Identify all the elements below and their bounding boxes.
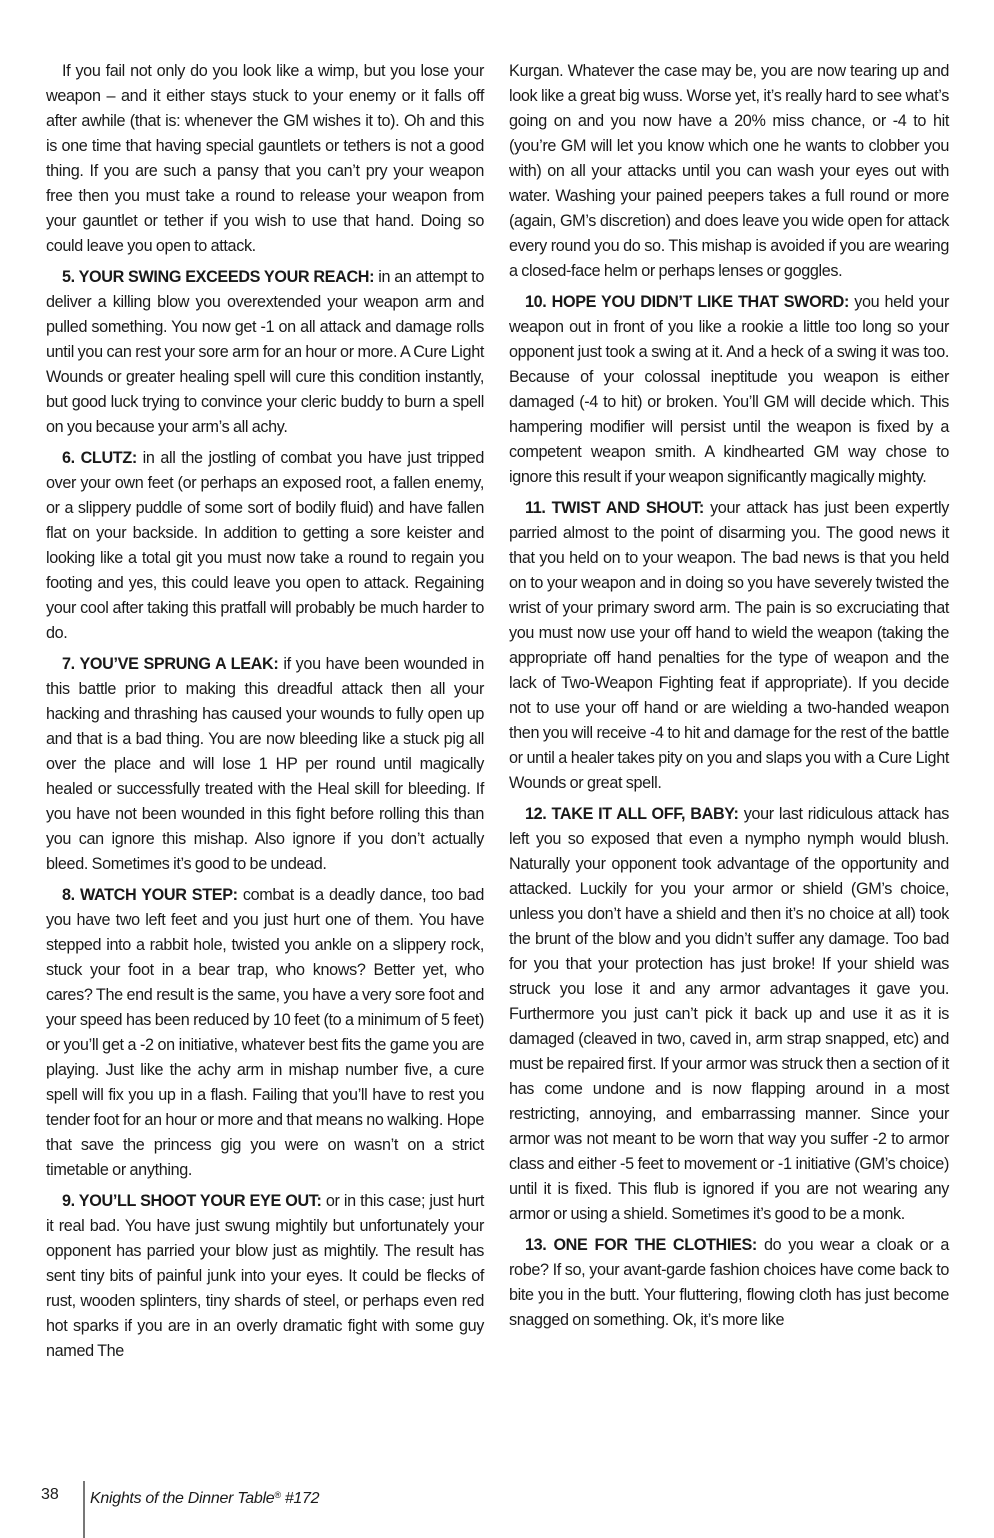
footer-divider: [83, 1481, 85, 1538]
mishap-8: [46, 883, 484, 1183]
paragraph-heading: 9. YOU’LL SHOOT YOUR EYE OUT:: [62, 1192, 322, 1210]
paragraph-text: or in this case; just hurt it real bad. You have just swung mightily but unfortunately your opponent has parried your blow just as mightily. The result has sent tiny bits of painful junk into your eyes. It could be flecks of rust, wooden splinters, tiny shards of steel, or perhaps even red hot sparks if you are in an overly dramatic fight with some guy named The: [46, 1192, 484, 1360]
mishap-11: [509, 496, 949, 796]
paragraph-text: If you fail not only do you look like a wimp, but you lose your weapon – and it either stays stuck to your enemy or it falls off after awhile (that is: whenever the GM wishes it to). Oh and this is one time that having special gauntlets or tethers is not a good thing. If you are such a pansy that you can’t pry your weapon free then you must take a round to release your weapon from your gauntlet or tether if you wish to use that hand. Doing so could leave you open to attack.: [46, 62, 484, 255]
paragraph-text: you held your weapon out in front of you like a rookie a little too long so your opponent just took a swing at it. And a heck of a swing it was too. Because of your colossal ineptitude you weapon is either damaged (-4 to hit) or broken. You’ll GM will decide which. This hampering modifier will persist until the weapon is fixed by a competent weapon smith. A kindhearted GM way chose to ignore this result if your weapon significantly magically mighty.: [509, 293, 949, 486]
paragraph-text: your attack has just been expertly parried almost to the point of disarming you. The good news it that you held on to your weapon. The bad news is that you held on to your weapon and in doing so you have severely twisted the wrist of your primary sword arm. The pain is so excruciating that you must now use your off hand to wield the weapon (taking the appropriate off hand penalties for the type of weapon and the lack of Two-Weapon Fighting feat if appropriate). If you decide not to use your off hand or are wielding a two-handed weapon then you will receive -4 to hit and damage for the rest of the battle or until a healer takes pity on you and slaps you with a Cure Light Wounds or great spell.: [509, 499, 949, 792]
paragraph-text: do you wear a cloak or a robe? If so, your avant-garde fashion choices have come back to bite you in the butt. Your fluttering, flowing cloth has just become snagged on something. Ok, it’s more like: [509, 1236, 949, 1329]
paragraph-heading: 10. HOPE YOU DIDN’T LIKE THAT SWORD:: [525, 293, 850, 311]
paragraph-heading: 6. CLUTZ:: [62, 449, 137, 467]
mishap-9-continuation: [509, 59, 949, 284]
mishap-7: [46, 652, 484, 877]
mishap-13: [509, 1233, 949, 1333]
paragraph-text: Kurgan. Whatever the case may be, you are now tearing up and look like a great big wuss. Worse yet, it’s really hard to see what’s going on and you now have a 20% miss chance, or -4 to hit (you’re GM will let you know which one he wants to clobber you with) on all your attacks until you can wash your eyes out with water. Washing your pained peepers takes a full round or more (again, GM’s discretion) and does leave you wide open for attack every round you do so. This mishap is avoided if you are wearing a closed-face helm or perhaps lenses or goggles.: [509, 62, 949, 280]
mishap-10: [509, 290, 949, 490]
registered-mark: ®: [274, 1490, 281, 1500]
publication-name: Knights of the Dinner Table: [90, 1490, 275, 1507]
mishap-12: [509, 802, 949, 1227]
mishap-9: [46, 1189, 484, 1364]
paragraph-heading: 13. ONE FOR THE CLOTHIES:: [525, 1236, 757, 1254]
paragraph-text: in all the jostling of combat you have just tripped over your own feet (or perhaps an exposed root, a fallen enemy, or a slippery puddle of some sort of bodily fluid) and have fallen flat on your backside. In addition to getting a sore keister and looking like a total git you must now take a round to regain you footing and yes, this could leave you open to attack. Regaining your cool after taking this pratfall will probably be much harder to do.: [46, 449, 484, 642]
paragraph-text: your last ridiculous attack has left you so exposed that even a nympho nymph would blush. Naturally your opponent took advantage of the opportunity and attacked. Luckily for you your armor or shield (GM’s choice, unless you don’t have a shield and then it’s no choice at all) took the brunt of the blow and you didn’t suffer any damage. Too bad for you that your protection has just broke! If your shield was struck you lose it and any armor advantages it gave you. Furthermore you just can’t pick it back up and use it as it is damaged (cleaved in two, caved in, arm strap snapped, etc) and must be repaired first. If your armor was struck then a section of it has come undone and is now flapping around in a most restricting, annoying, and embarrassing manner. Since your armor was not meant to be worn that way you suffer -2 to armor class and either -5 feet to movement or -1 initiative (GM’s choice) until it is fixed. This flub is ignored if you are not wearing any armor or using a shield. Sometimes it’s good to be a monk.: [509, 805, 949, 1223]
left-column: [46, 59, 484, 1370]
paragraph-text: if you have been wounded in this battle prior to making this dreadful attack then all your hacking and thrashing has caused your wounds to fully open up and that is a bad thing. You are now bleeding like a stuck pig all over the place and will lose 1 HP per round until magically healed or successfully treated with the Heal skill for bleeding. If you have not been wounded in this fight before rolling this than you can ignore this mishap. Also ignore if you don’t actually bleed. Sometimes it’s good to be undead.: [46, 655, 485, 873]
mishap-5: [46, 265, 484, 440]
paragraph-text: in an attempt to deliver a killing blow you overextended your weapon arm and pulled something. You now get -1 on all attack and damage rolls until you can rest your sore arm for an hour or more. A Cure Light Wounds or greater healing spell will cure this condition instantly, but good luck trying to convince your cleric buddy to burn a spell on you because your arm’s all achy.: [46, 268, 484, 436]
paragraph-text: combat is a deadly dance, too bad you have two left feet and you just hurt one of them. You have stepped into a rabbit hole, twisted you ankle on a slippery rock, stuck your foot in a bear trap, who knows? Better yet, who cares? The end result is the same, you have a very sore foot and your speed has been reduced by 10 feet (to a minimum of 5 feet) or you’ll get a -2 on initiative, whatever best fits the game you are playing. Just like the achy arm in mishap number five, a cure spell will fix you up in a flash. Failing that you’ll have to rest you tender foot for an hour or more and that means no walking. Hope that save the princess gig you were on wasn’t on a strict timetable or anything.: [46, 886, 484, 1179]
right-column: [509, 59, 949, 1339]
paragraph-heading: 11. TWIST AND SHOUT:: [525, 499, 704, 517]
page-number: 38: [41, 1486, 59, 1503]
paragraph-heading: 8. WATCH YOUR STEP:: [62, 886, 238, 904]
paragraph-heading: 7. YOU’VE SPRUNG A LEAK:: [62, 655, 279, 673]
mishap-6: [46, 446, 484, 646]
paragraph-heading: 12. TAKE IT ALL OFF, BABY:: [525, 805, 739, 823]
issue-number: #172: [280, 1490, 320, 1507]
paragraph-heading: 5. YOUR SWING EXCEEDS YOUR REACH:: [62, 268, 375, 286]
publication-title: [90, 1485, 319, 1509]
paragraph-intro-continuation: [46, 59, 484, 259]
